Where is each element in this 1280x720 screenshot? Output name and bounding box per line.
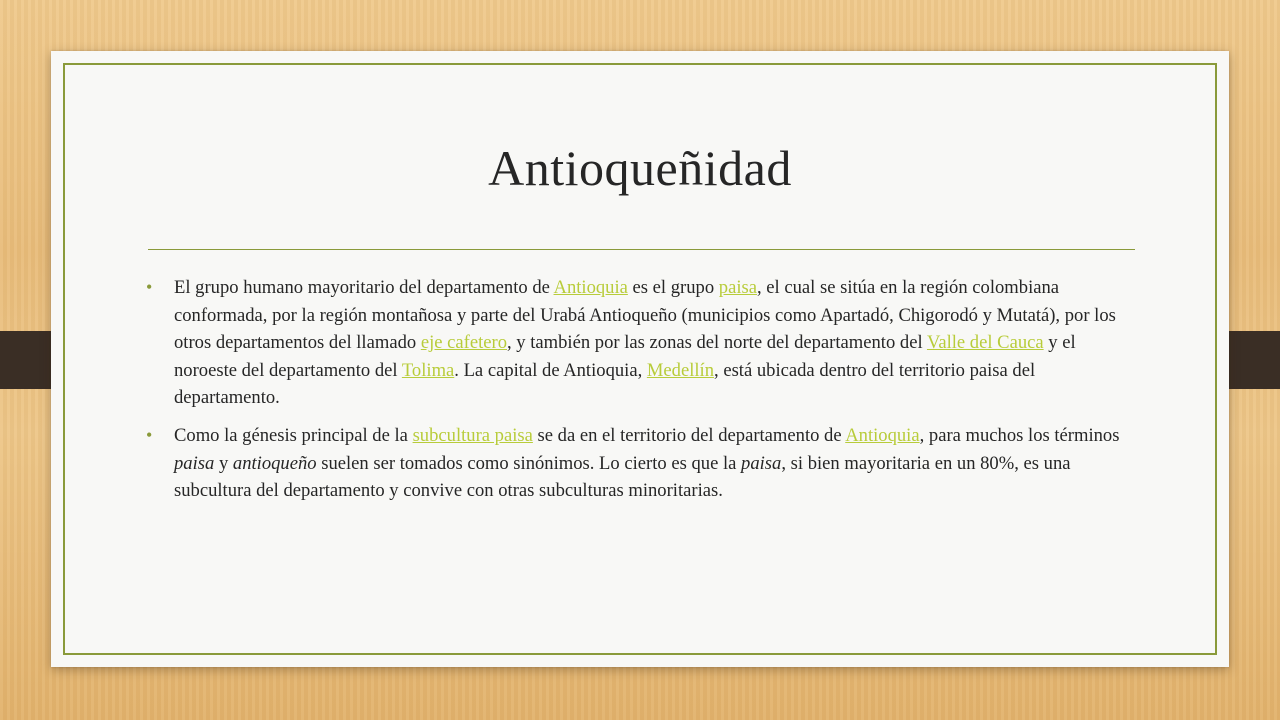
- bullet-item: [146, 422, 1139, 505]
- italic-term: paisa: [174, 452, 215, 474]
- link-valle-del-cauca[interactable]: Valle del Cauca: [926, 332, 1044, 354]
- text-run: y: [214, 452, 233, 474]
- bullet-icon: •: [146, 277, 153, 297]
- link-tolima[interactable]: Tolima: [401, 359, 455, 381]
- text-run: , si bien mayoritaria en un 80%, es una subcultura del departamento y convive con otras subculturas minoritarias.: [174, 452, 1071, 502]
- bullet-list: [146, 274, 1139, 515]
- italic-term: antioqueño: [232, 452, 317, 474]
- text-run: . La capital de Antioquia,: [454, 359, 647, 381]
- bullet-text: [174, 277, 1116, 408]
- bullet-text: [174, 425, 1119, 501]
- text-run: , está ubicada dentro del territorio paisa del departamento.: [174, 359, 1036, 409]
- link-paisa[interactable]: paisa: [718, 277, 757, 298]
- title-divider: [148, 249, 1135, 250]
- text-run: suelen ser tomados como sinónimos. Lo cierto es que la: [316, 452, 742, 474]
- link-antioquia[interactable]: Antioquia: [553, 277, 628, 298]
- bullet-icon: •: [146, 424, 153, 445]
- slide: [51, 51, 1229, 667]
- bullet-item: [146, 274, 1139, 412]
- text-run: El grupo humano mayoritario del departamento de: [174, 277, 554, 298]
- link-subcultura-paisa[interactable]: subcultura paisa: [412, 424, 533, 446]
- text-run: , y también por las zonas del norte del departamento del: [507, 332, 927, 354]
- italic-term: paisa: [741, 452, 782, 474]
- link-medellín[interactable]: Medellín: [646, 359, 715, 381]
- text-run: se da en el territorio del departamento de: [532, 424, 846, 446]
- slide-title: Antioqueñidad: [488, 140, 792, 196]
- text-run: Como la génesis principal de la: [174, 424, 413, 446]
- text-run: es el grupo: [627, 277, 719, 298]
- text-run: y el noroeste del departamento del: [174, 332, 1076, 381]
- link-eje-cafetero[interactable]: eje cafetero: [420, 332, 507, 354]
- link-antioquia[interactable]: Antioquia: [845, 424, 920, 446]
- text-run: , para muchos los términos: [919, 424, 1120, 446]
- text-run: , el cual se sitúa en la región colombiana conformada, por la región montañosa y parte del Urabá Antioqueño (municipios como Apartadó, Chigorodó y Mutatá), por los otros departamentos del llamado: [174, 277, 1116, 354]
